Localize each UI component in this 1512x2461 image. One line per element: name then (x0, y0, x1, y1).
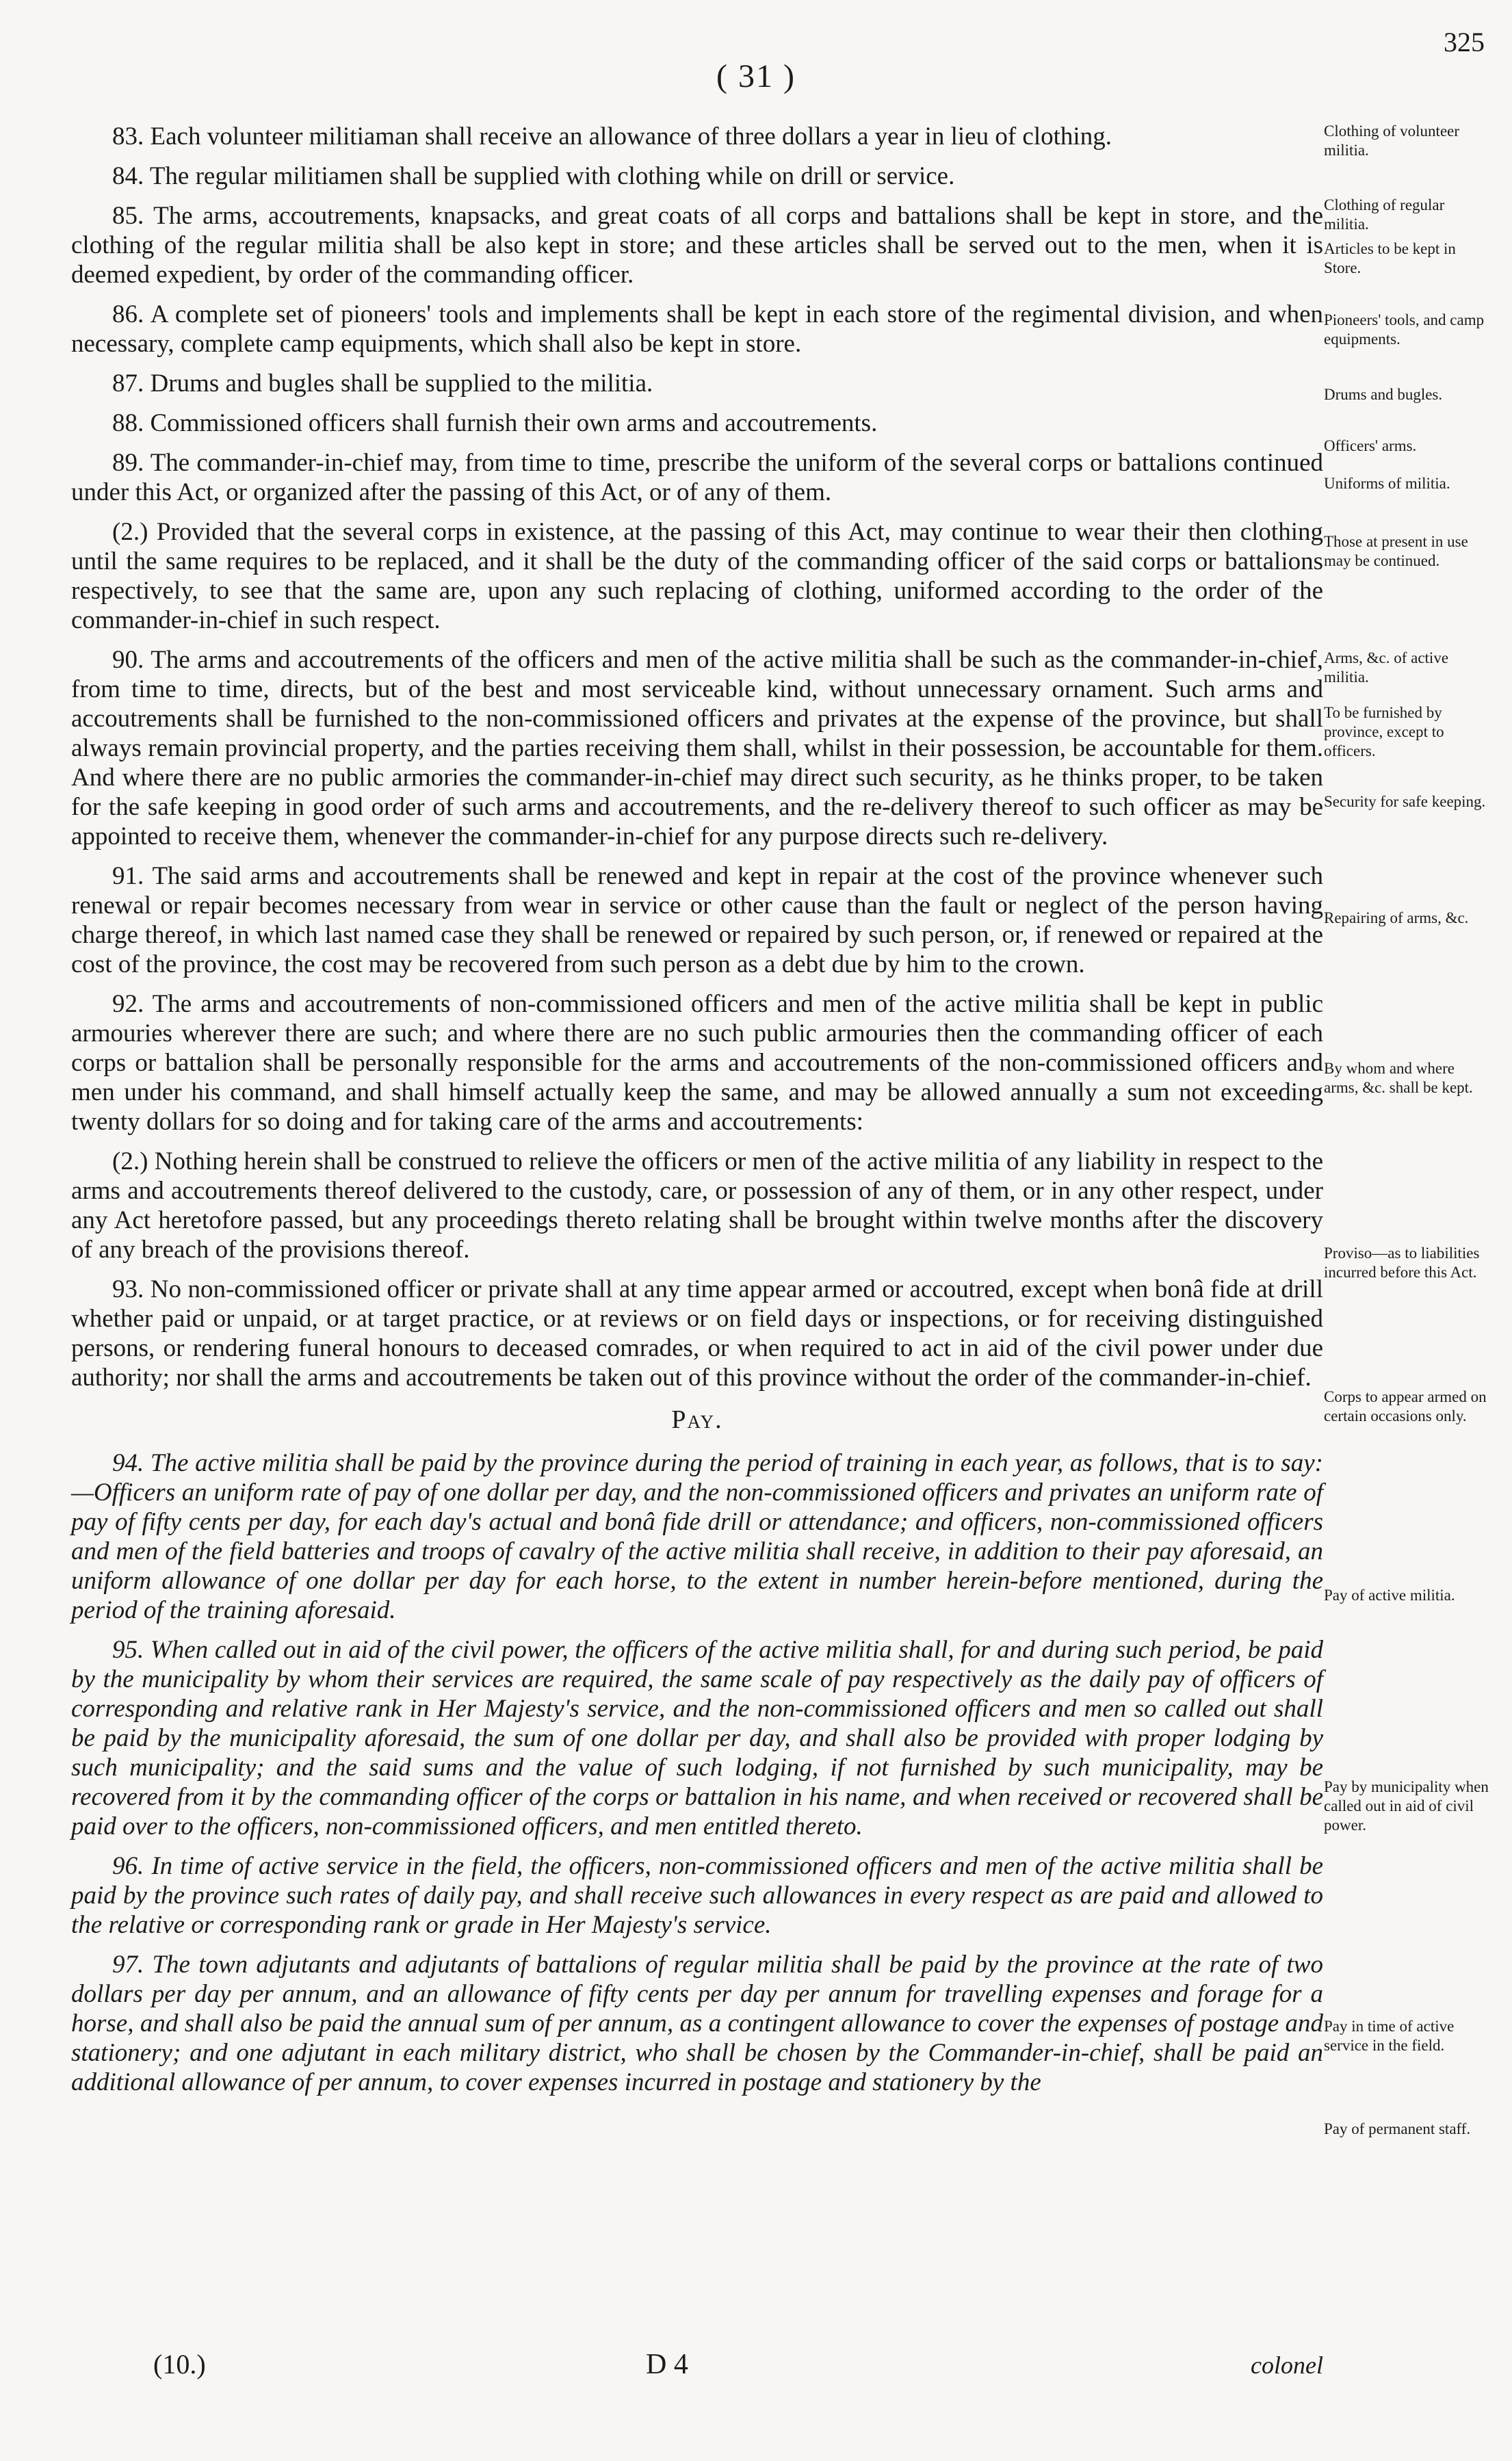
section-97: 97. The town adjutants and adjutants of battalions of regular militia shall be paid by the province at the rate of two dollars per day per annum, and an allowance of fifty cents per day per annum for travelling expenses and forage for a horse, and shall also be paid the annual sum of per annum, as a contingent allowance to cover the expenses of postage and stationery; and one adjutant in each military district, who shall be chosen by the Commander-in-chief, shall be paid an additional allowance of per annum, to cover expenses incurred in postage and stationery by the (71, 1951, 1323, 2096)
section-87: 87. Drums and bugles shall be supplied to the militia. (112, 369, 653, 398)
margin-note: Those at present in use may be continued. (1324, 533, 1468, 569)
section-89: 89. The commander-in-chief may, from time to time, prescribe the uniform of the several corps or battalions continued under this Act, or organized after the passing of this Act, or of any of them. (71, 449, 1323, 506)
section-84: 84. The regular militiamen shall be supplied with clothing while on drill or service. (112, 162, 955, 190)
margin-note: Pioneers' tools, and camp equipments. (1324, 311, 1485, 348)
section-85: 85. The arms, accoutrements, knapsacks, and great coats of all corps and battalions shall be kept in store, and the clothing of the regular militia shall be also kept in store; and these articles shall be served out to the men, when it is deemed expedient, by order of the commanding officer. (71, 202, 1323, 289)
pay-heading: Pay. (671, 1405, 723, 1434)
margin-note: Pay by municipality when called out in aid of civil power. (1324, 1778, 1489, 1834)
section-96: 96. In time of active service in the field, the officers, non-commissioned officers and men of the active militia shall be paid by the province such rates of daily pay, and shall receive such allowances in every respect as are paid and allowed to the relative or corresponding rank or grade in Her Majesty's service. (71, 1852, 1323, 1939)
margin-note: Repairing of arms, &c. (1324, 909, 1469, 926)
section-91: 91. The said arms and accoutrements shall be renewed and kept in repair at the cost of the province whenever such renewal or repair becomes necessary from wear in service or other cause than the fault or neglect of the person having charge thereof, in which last named case they shall be renewed or repaired by such person, or, if renewed or repaired at the cost of the province, the cost may be recovered from such person as a debt due by him to the crown. (71, 862, 1323, 978)
margin-note: Clothing of regular militia. (1324, 196, 1445, 233)
margin-note: Articles to be kept in Store. (1324, 240, 1456, 276)
section-90: 90. The arms and accoutrements of the officers and men of the active militia shall be such as the commander-in-chief, from time to time, directs, but of the best and most serviceable kind, without unnecessary ornament. Such arms and accoutrements shall be furnished to the non-commissioned officers and privates at the expense of the province, but shall always remain provincial property, and the parties receiving them shall, whilst in their possession, be accountable for them. And where there are no public armories the commander-in-chief may direct such security, as he thinks proper, to be taken for the safe keeping in good order of such arms and accoutrements, and the re-delivery thereof to such officer as may be appointed to receive them, whenever the commander-in-chief for any purpose directs such re-delivery. (71, 646, 1323, 850)
margin-note: Drums and bugles. (1324, 386, 1443, 403)
margin-note: Officers' arms. (1324, 437, 1417, 454)
margin-note: To be furnished by province, except to officers. (1324, 704, 1444, 759)
corner-mark: 325 (1444, 27, 1485, 57)
section-86: 86. A complete set of pioneers' tools and implements shall be kept in each store of the regimental division, and when necessary, complete camp equipments, which shall also be kept in store. (71, 300, 1323, 358)
footer-catchword: colonel (1251, 2352, 1323, 2379)
footer-bill-number: (10.) (153, 2349, 206, 2380)
section-83: 83. Each volunteer militiaman shall receive an allowance of three dollars a year in lieu of clothing. (112, 122, 1112, 151)
margin-note: Pay of permanent staff. (1324, 2120, 1471, 2137)
margin-note: Proviso—as to liabilities incurred before this Act. (1324, 1245, 1480, 1281)
page-footer (71, 2348, 1323, 2382)
page-number: ( 31 ) (716, 58, 796, 94)
footer-signature-mark: D 4 (646, 2349, 688, 2380)
margin-note: Security for safe keeping. (1324, 793, 1486, 810)
margin-note: Corps to appear armed on certain occasions only. (1324, 1388, 1487, 1424)
margin-note: Uniforms of militia. (1324, 475, 1450, 492)
section-88: 88. Commissioned officers shall furnish their own arms and accoutrements. (112, 409, 878, 437)
margin-note: Pay in time of active service in the field. (1324, 2018, 1455, 2054)
section-94: 94. The active militia shall be paid by the province during the period of training in each year, as follows, that is to say:—Officers an uniform rate of pay of one dollar per day, and the non-commissioned officers and privates an uniform rate of pay of fifty cents per day, for each day's actual and bonâ fide drill or attendance; and officers, non-commissioned officers and men of the field batteries and troops of cavalry of the active militia shall receive, in addition to their pay aforesaid, an uniform allowance of one dollar per day for each horse, to the extent in number herein-before mentioned, during the period of the training aforesaid. (71, 1449, 1323, 1624)
margin-note: By whom and where arms, &c. shall be kept. (1324, 1060, 1473, 1096)
margin-note: Arms, &c. of active militia. (1324, 649, 1449, 686)
section-89-2: (2.) Provided that the several corps in existence, at the passing of this Act, may continue to wear their then clothing until the same requires to be replaced, and it shall be the duty of the commanding officer of the said corps or battalions respectively, to see that the same are, upon any such replacing of clothing, uniformed according to the order of the commander-in-chief in such respect. (71, 518, 1323, 634)
section-95: 95. When called out in aid of the civil power, the officers of the active militia shall, for and during such period, be paid by the municipality by whom their services are required, the same scale of pay respectively as the daily pay of officers of corresponding and relative rank in Her Majesty's service, and the non-commissioned officers and men so called out shall be paid by the municipality aforesaid, the sum of one dollar per day, and shall also be provided with proper lodging by such municipality; and the said sums and the value of such lodging, if not furnished by such municipality, may be recovered from it by the commanding officer of the corps or battalion in his name, and when received or recovered shall be paid over to the officers, non-commissioned officers, and men entitled thereto. (71, 1636, 1323, 1840)
section-92: 92. The arms and accoutrements of non-commissioned officers and men of the active militia shall be kept in public armouries wherever there are such; and where there are no such public armouries then the commanding officer of each corps or battalion shall be personally responsible for the arms and accoutrements of the non-commissioned officers and men under his command, and shall himself actually keep the same, and may be allowed annually a sum not exceeding twenty dollars for so doing and for taking care of the arms and accoutrements: (71, 990, 1323, 1136)
margin-note: Clothing of volunteer militia. (1324, 122, 1460, 159)
section-92-2: (2.) Nothing herein shall be construed to relieve the officers or men of the active militia of any liability in respect to the arms and accoutrements thereof delivered to the custody, care, or possession of any of them, or in any other respect, under any Act heretofore passed, but any proceedings thereto relating shall be brought within twelve months after the discovery of any breach of the provisions thereof. (71, 1147, 1323, 1264)
section-93: 93. No non-commissioned officer or private shall at any time appear armed or accoutred, except when bonâ fide at drill whether paid or unpaid, or at target practice, or at reviews or on field days or inspections, or for receiving distinguished persons, or rendering funeral honours to deceased comrades, or when required to act in aid of the civil power under due authority; nor shall the arms and accoutrements be taken out of this province without the order of the commander-in-chief. (71, 1275, 1323, 1392)
margin-note: Pay of active militia. (1324, 1587, 1455, 1604)
body-text (71, 122, 1323, 2107)
